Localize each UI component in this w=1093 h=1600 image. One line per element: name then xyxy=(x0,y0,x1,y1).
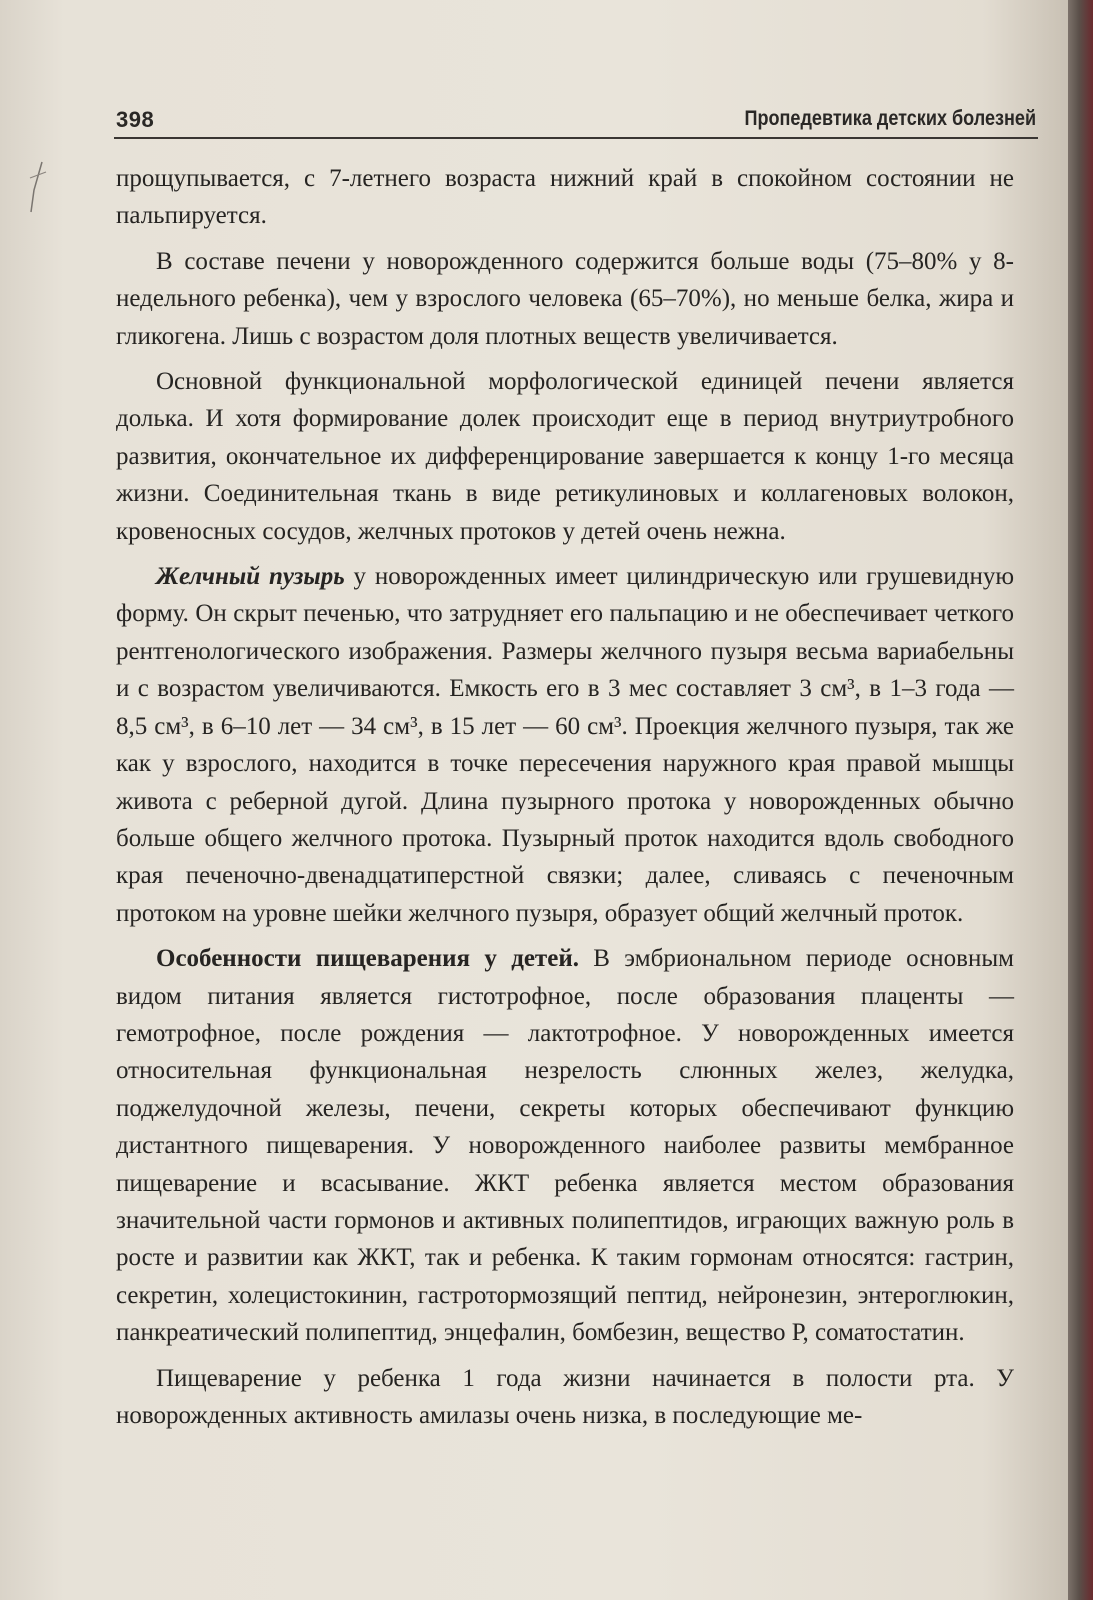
pencil-mark-icon xyxy=(22,160,50,220)
paragraph-2 xyxy=(116,243,1014,355)
paragraph-5-lead: Особенности пищеварения у детей. xyxy=(156,945,579,973)
paragraph-4-text: у новорожденных имеет цилиндрическую или грушевидную форму. Он скрыт печенью, что затрудняет его пальпацию и не обеспечивает четкого рентгенологического изображения. Размеры желчного пузыря весьма вариабельны и с возрастом увеличиваются. Емкость его в 3 мес составляет 3 см³, в 1–3 года — 8,5 см³, в 6–10 лет — 34 см³, в 15 лет — 60 см³. Проекция желчного пузыря, так же как у взрослого, находится в точке пересечения наружного края правой мышцы живота с реберной дугой. Длина пузырного протока у новорожденных обычно больше общего желчного протока. Пузырный проток находится вдоль свободного края печеночно-двенадцатиперстной связки; далее, сливаясь с печеночным протоком на уровне шейки желчного пузыря, образует общий желчный проток. xyxy=(116,563,1015,927)
paragraph-1 xyxy=(116,160,1014,235)
paragraph-5 xyxy=(116,940,1014,1351)
book-spine xyxy=(1068,0,1093,1600)
paragraph-2-text: В составе печени у новорожденного содержится больше воды (75–80% у 8-недельного ребенка), чем у взрослого человека (65–70%), но меньше белка, жира и гликогена. Лишь с возрастом доля плотных веществ увеличивается. xyxy=(116,247,1014,350)
paragraph-5-text: В эмбриональном периоде основным видом питания является гистотрофное, после образования плаценты — гемотрофное, после рождения — лактотрофное. У новорожденных имеется относительная функциональная незрелость слюнных желез, желудка, поджелудочной железы, печени, секреты которых обеспечивают функцию дистантного пищеварения. У новорожденного наиболее развиты мембранное пищеварение и всасывание. ЖКТ ребенка является местом образования значительной части гормонов и активных полипептидов, играющих важную роль в росте и развитии как ЖКТ, так и ребенка. К таким гормонам относятся: гастрин, секретин, холецистокинин, гастротормозящий пептид, нейронезин, энтероглюкин, панкреатический полипептид, энцефалин, бомбезин, вещество Р, соматостатин. xyxy=(116,945,1014,1347)
paragraph-4 xyxy=(116,558,1014,932)
paragraph-4-lead: Желчный пузырь xyxy=(156,563,345,591)
paragraph-1-text: прощупывается, с 7-летнего возраста нижний край в спокойном состоянии не пальпируется. xyxy=(116,165,1014,230)
header-rule xyxy=(114,137,1038,139)
paragraph-3 xyxy=(116,363,1014,550)
body-text xyxy=(116,160,1014,1434)
running-title: Пропедевтика детских болезней xyxy=(744,107,1036,130)
paragraph-3-text: Основной функциональной морфологической единицей печени является долька. И хотя формирование долек происходит еще в период внутриутробного развития, окончательное их дифференцирование завершается к концу 1-го месяца жизни. Соединительная ткань в виде ретикулиновых и коллагеновых волокон, кровеносных сосудов, желчных протоков у детей очень нежна. xyxy=(116,368,1014,545)
page-header xyxy=(116,107,1036,137)
paragraph-6-text: Пищеварение у ребенка 1 года жизни начинается в полости рта. У новорожденных активность амилазы очень низка, в последующие ме- xyxy=(116,1364,1014,1429)
paragraph-6 xyxy=(116,1360,1014,1435)
page-number: 398 xyxy=(116,107,155,132)
